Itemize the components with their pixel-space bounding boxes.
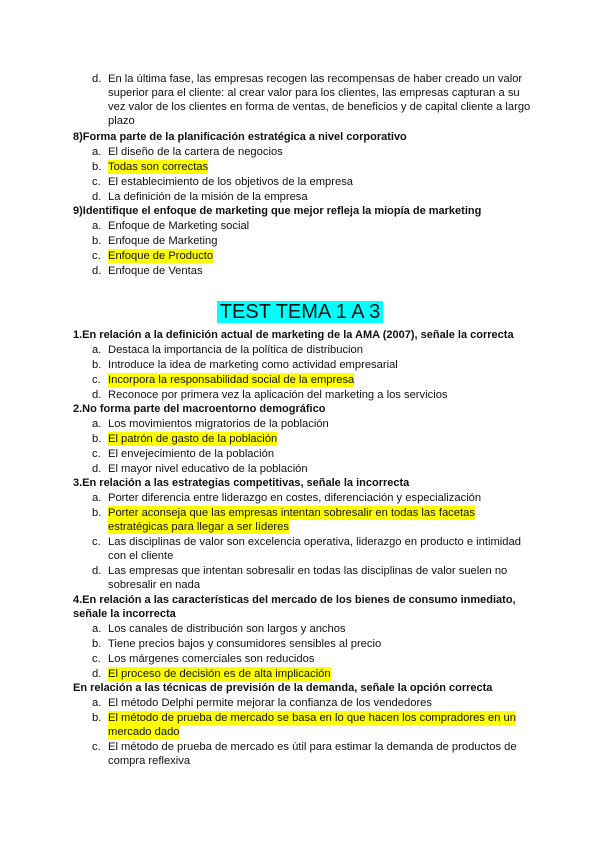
- option-letter: b.: [92, 433, 102, 445]
- option-text: compra reflexiva: [108, 755, 191, 767]
- option-letter: c.: [92, 374, 101, 386]
- section-title-text: TEST TEMA 1 A 3: [217, 301, 383, 323]
- option-text: El mayor nivel educativo de la población: [108, 463, 308, 475]
- option-text: Enfoque de Marketing: [108, 235, 218, 247]
- option-letter: b.: [92, 359, 102, 371]
- option-text: Porter diferencia entre liderazgo en costes, diferenciación y especialización: [108, 492, 482, 504]
- option-text: El establecimiento de los objetivos de la empresa: [108, 176, 354, 188]
- option-text: superior para el cliente: al crear valor para los clientes, las empresas capturan a su: [108, 87, 520, 99]
- option-letter: d.: [92, 668, 102, 680]
- option-text: Las disciplinas de valor son excelencia operativa, liderazgo en producto e intimidad: [108, 536, 521, 548]
- option-text: sobresalir en nada: [108, 579, 201, 591]
- option-letter: b.: [92, 638, 102, 650]
- option-letter: d.: [92, 73, 102, 85]
- option-letter: d.: [92, 265, 102, 277]
- option-letter: c.: [92, 176, 101, 188]
- option-letter: b.: [92, 235, 102, 247]
- option-letter: c.: [92, 741, 101, 753]
- option-text: Los canales de distribución son largos y anchos: [108, 623, 346, 635]
- option-text: plazo: [108, 115, 135, 127]
- option-letter: a.: [92, 418, 102, 430]
- highlighted-answer: Incorpora la responsabilidad social de la empresa: [108, 374, 355, 386]
- option-text: Enfoque de Marketing social: [108, 220, 250, 232]
- highlighted-answer: El proceso de decisión es de alta implicación: [108, 668, 331, 680]
- option-letter: d.: [92, 463, 102, 475]
- option-text: con el cliente: [108, 550, 174, 562]
- option-letter: a.: [92, 492, 102, 504]
- section-title: [0, 300, 600, 324]
- option-text: Los movimientos migratorios de la población: [108, 418, 329, 430]
- test-question-4-title: 4.En relación a las características del mercado de los bienes de consumo inmediato,: [73, 594, 516, 606]
- option-text: El método de prueba de mercado es útil para estimar la demanda de productos de: [108, 741, 517, 753]
- option-letter: b.: [92, 161, 102, 173]
- highlighted-answer: Enfoque de Producto: [108, 250, 214, 262]
- option-text: Introduce la idea de marketing como actividad empresarial: [108, 359, 398, 371]
- highlighted-answer: estratégicas para llegar a ser líderes: [108, 521, 289, 533]
- option-text: Reconoce por primera vez la aplicación del marketing a los servicios: [108, 389, 448, 401]
- test-question-4-title: señale la incorrecta: [73, 608, 176, 620]
- option-text: La definición de la misión de la empresa: [108, 191, 308, 203]
- option-text: El método Delphi permite mejorar la confianza de los vendedores: [108, 697, 432, 709]
- option-text: Las empresas que intentan sobresalir en todas las disciplinas de valor suelen no: [108, 565, 508, 577]
- option-letter: b.: [92, 712, 102, 724]
- option-letter: a.: [92, 220, 102, 232]
- highlighted-answer: El patrón de gasto de la población: [108, 433, 278, 445]
- option-text: Los márgenes comerciales son reducidos: [108, 653, 315, 665]
- option-letter: b.: [92, 507, 102, 519]
- option-letter: c.: [92, 536, 101, 548]
- question-9-title: 9)Identifique el enfoque de marketing que mejor refleja la miopía de marketing: [73, 205, 482, 217]
- question-8-title: 8)Forma parte de la planificación estratégica a nivel corporativo: [73, 131, 407, 143]
- option-letter: c.: [92, 250, 101, 262]
- option-text: El diseño de la cartera de negocios: [108, 146, 283, 158]
- option-letter: c.: [92, 653, 101, 665]
- test-question-1-title: 1.En relación a la definición actual de marketing de la AMA (2007), señale la correcta: [73, 329, 514, 341]
- test-question-5-title: En relación a las técnicas de previsión de la demanda, señale la opción correcta: [73, 682, 493, 694]
- test-question-2-title: 2.No forma parte del macroentorno demográfico: [73, 403, 326, 415]
- option-text: Enfoque de Ventas: [108, 265, 203, 277]
- option-letter: d.: [92, 389, 102, 401]
- option-text: El envejecimiento de la población: [108, 448, 275, 460]
- highlighted-answer: mercado dado: [108, 726, 180, 738]
- option-letter: c.: [92, 448, 101, 460]
- highlighted-answer: El método de prueba de mercado se basa en lo que hacen los compradores en un: [108, 712, 516, 724]
- highlighted-answer: Todas son correctas: [108, 161, 209, 173]
- option-text: vez valor de los clientes en forma de ventas, de beneficios y de capital cliente a largo: [108, 101, 531, 113]
- highlighted-answer: Porter aconseja que las empresas intentan sobresalir en todas las facetas: [108, 507, 475, 519]
- option-text: Tiene precios bajos y consumidores sensibles al precio: [108, 638, 382, 650]
- option-letter: a.: [92, 344, 102, 356]
- option-letter: d.: [92, 191, 102, 203]
- test-question-3-title: 3.En relación a las estrategias competitivas, señale la incorrecta: [73, 477, 410, 489]
- option-letter: a.: [92, 697, 102, 709]
- option-text: En la última fase, las empresas recogen las recompensas de haber creado un valor: [108, 73, 523, 85]
- option-text: Destaca la importancia de la política de distribucion: [108, 344, 363, 356]
- option-letter: d.: [92, 565, 102, 577]
- option-letter: a.: [92, 623, 102, 635]
- option-letter: a.: [92, 146, 102, 158]
